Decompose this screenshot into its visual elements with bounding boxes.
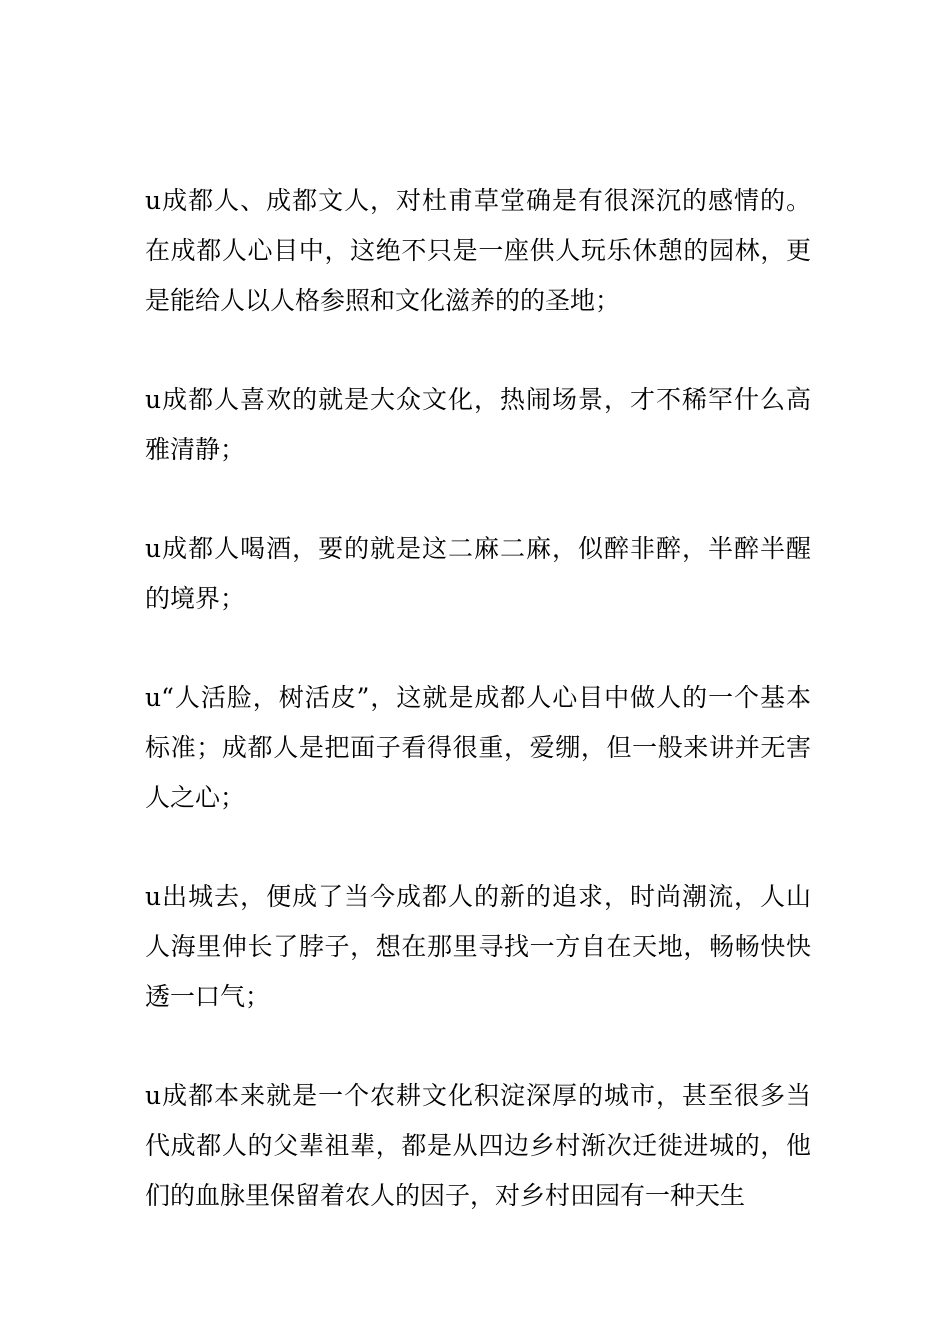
paragraph-2: u成都人喜欢的就是大众文化，热闹场景，才不稀罕什么高雅清静； bbox=[145, 385, 811, 464]
document-body bbox=[145, 176, 811, 1270]
paragraph-4: u“人活脸，树活皮”，这就是成都人心目中做人的一个基本标准；成都人是把面子看得很重，爱绷，但一般来讲并无害人之心； bbox=[145, 683, 811, 812]
paragraph-5: u出城去，便成了当今成都人的新的追求，时尚潮流，人山人海里伸长了脖子，想在那里寻找一方自在天地，畅畅快快透一口气； bbox=[145, 882, 811, 1011]
paragraph-6: u成都本来就是一个农耕文化积淀深厚的城市，甚至很多当代成都人的父辈祖辈，都是从四边乡村渐次迁徙进城的，他们的血脉里保留着农人的因子，对乡村田园有一种天生 bbox=[145, 1081, 811, 1210]
paragraph-3: u成都人喝酒，要的就是这二麻二麻，似醉非醉，半醉半醒的境界； bbox=[145, 534, 811, 613]
paragraph-1: u成都人、成都文人，对杜甫草堂确是有很深沉的感情的。在成都人心目中，这绝不只是一座供人玩乐休憩的园林，更是能给人以人格参照和文化滋养的的圣地； bbox=[145, 186, 811, 315]
